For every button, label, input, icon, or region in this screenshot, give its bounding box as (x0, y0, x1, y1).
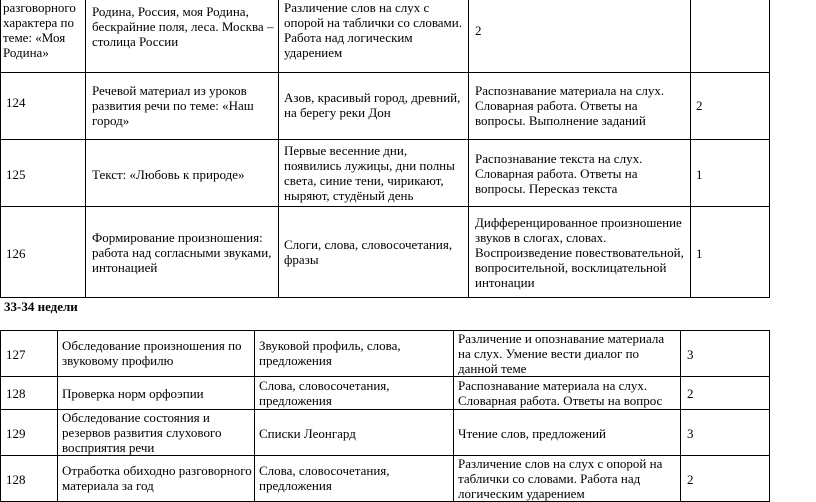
hours-cell: 3 (687, 346, 694, 362)
row-number: 127 (6, 346, 26, 362)
example-cell: Азов, красивый город, древний, на берегу реки Дон (284, 90, 461, 120)
example-cell: Списки Леонгард (259, 425, 356, 441)
hours-cell: 2 (696, 97, 703, 113)
material-cell: разговорного характера по теме: «Моя Родина» (3, 0, 76, 60)
activities-cell: Распознавание текста на слух. Словарная работа. Ответы на вопросы. Пересказ текста (475, 150, 643, 196)
activities-cell: Различение слов на слух с опорой на таблички со словами. Работа над логическим ударением (284, 0, 462, 60)
material-cell: Проверка норм орфоэпии (62, 385, 204, 401)
material-cell: Текст: «Любовь к природе» (92, 166, 245, 182)
activities-cell: Распознавание материала на слух. Словарная работа. Ответы на вопрос (458, 378, 663, 408)
row-number: 126 (6, 245, 26, 261)
hours-cell: 2 (687, 471, 694, 487)
material-cell: Отработка обиходно разговорного материала за год (62, 463, 252, 493)
material-cell: Формирование произношения: работа над согласными звуками, интонацией (92, 229, 272, 275)
row-number: 124 (6, 94, 26, 110)
activities-cell: Чтение слов, предложений (458, 425, 607, 441)
row-number: 129 (6, 425, 26, 441)
example-cell: Слоги, слова, словосочетания, фразы (284, 237, 453, 267)
row-number: 128 (6, 385, 26, 401)
example-cell: Родина, Россия, моя Родина, бескрайние поля, леса. Москва – столица России (92, 4, 274, 49)
material-cell: Речевой материал из уроков развития речи по теме: «Наш город» (92, 82, 254, 128)
row-number: 125 (6, 166, 26, 182)
activities-cell: Дифференцированное произношение звуков в слогах, словах. Воспроизведение повествовательной, вопросительной, восклицательной интонации (475, 214, 684, 290)
hours-cell: 1 (696, 245, 703, 261)
example-cell: Первые весенние дни, появились лужицы, дни полны света, синие тени, чирикают, ныряют, студёный день (284, 143, 455, 203)
example-cell: Слова, словосочетания, предложения (259, 463, 390, 493)
hours-cell: 1 (696, 166, 703, 182)
material-cell: Обследование произношения по звуковому профилю (62, 338, 242, 368)
activities-cell: Распознавание материала на слух. Словарная работа. Ответы на вопросы. Выполнение заданий (475, 82, 665, 128)
hours-cell: 2 (687, 385, 694, 401)
row-number: 128 (6, 471, 26, 487)
hours-cell: 2 (475, 22, 482, 38)
material-cell: Обследование состояния и резервов развития слухового восприятия речи (62, 410, 222, 455)
activities-cell: Различение слов на слух с опорой на таблички со словами. Работа над логическим ударением (458, 456, 663, 501)
section-heading: 33-34 недели (4, 299, 78, 314)
hours-cell: 3 (687, 425, 694, 441)
example-cell: Слова, словосочетания, предложения (259, 378, 390, 408)
example-cell: Звуковой профиль, слова, предложения (259, 338, 401, 368)
activities-cell: Различение и опознавание материала на слух. Умение вести диалог по данной теме (458, 331, 665, 375)
